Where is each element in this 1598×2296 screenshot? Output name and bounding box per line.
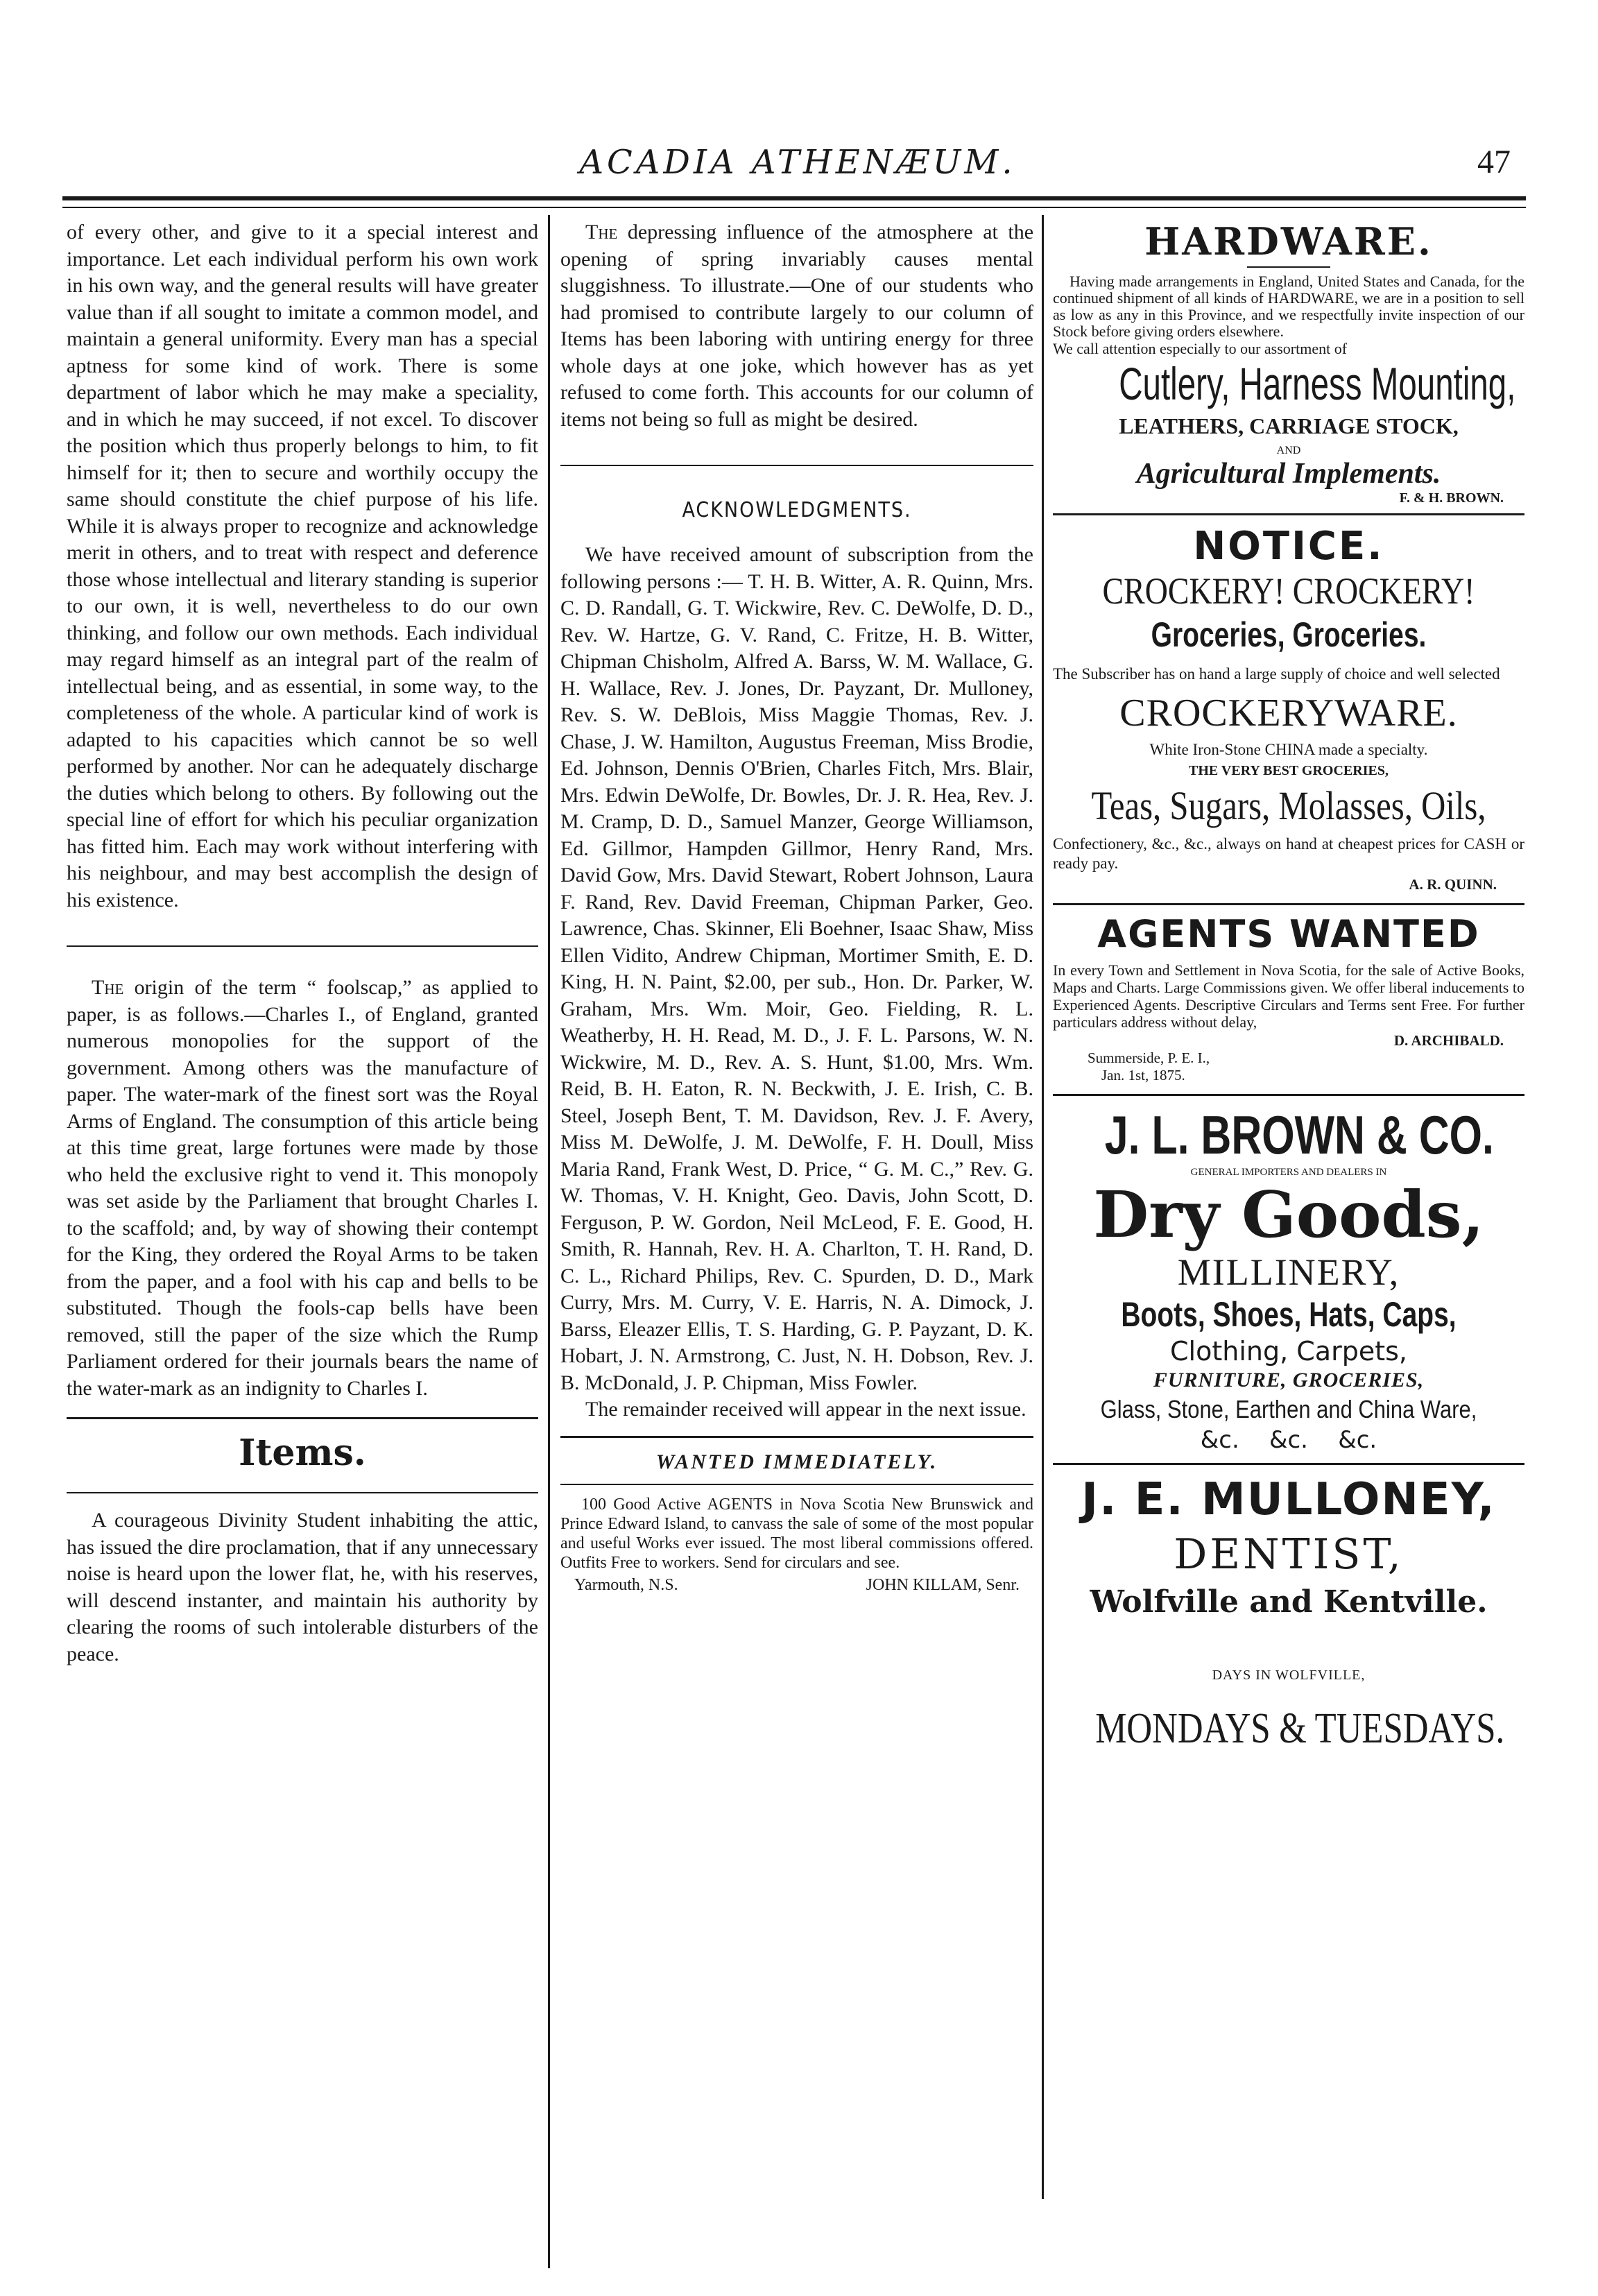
days-line: DAYS IN WOLFVILLE, <box>1212 1668 1366 1683</box>
boots-line: Boots, Shoes, Hats, Caps, <box>1121 1295 1457 1334</box>
items-heading: Items. <box>239 1432 366 1474</box>
leathers-line: LEATHERS, CARRIAGE STOCK, <box>1119 413 1459 438</box>
foolscap-paragraph <box>67 975 538 1402</box>
spring-text: depressing influence of the atmosphere at the opening of spring invariably causes mental sluggishness. To illustrate.—One of our students who had promised to contribute largely to our column of Items has been laboring with untiring energy for three whole days at one joke, which however has as yet refused to come forth. This accounts for our column of items not being so full as might be desired. <box>560 221 1034 431</box>
best-groceries-line: THE VERY BEST GROCERIES, <box>1189 763 1389 778</box>
wanted-rule-top <box>560 1436 1033 1438</box>
wolfville-line: Wolfville and Kentville. <box>1090 1584 1488 1620</box>
notice-divider <box>1053 513 1524 515</box>
acknowledgments-heading: ACKNOWLEDGMENTS. <box>682 498 912 522</box>
teas-line: Teas, Sugars, Molasses, Oils, <box>1091 783 1486 828</box>
wanted-heading: WANTED IMMEDIATELY. <box>655 1450 938 1473</box>
ack-divider <box>560 465 1033 466</box>
wanted-body: 100 Good Active AGENTS in Nova Scotia New Brunswick and Prince Edward Island, to canvass the sale of some of the most popular and useful Works ever issued. The most liberal commissions offered. Outfits Free to workers. Send for circulars and see. <box>560 1495 1033 1572</box>
dentist-line: DENTIST, <box>1174 1530 1404 1579</box>
groceries-line: Groceries, Groceries. <box>1151 615 1427 654</box>
glass-line: Glass, Stone, Earthen and China Ware, <box>1100 1395 1477 1423</box>
mulloney-title: J. E. MULLONEY, <box>1081 1474 1496 1525</box>
wanted-place: Yarmouth, N.S. <box>574 1575 678 1594</box>
agents-signature: D. ARCHIBALD. <box>1393 1032 1504 1049</box>
header-rule-bottom <box>62 207 1526 208</box>
page-header-title: ACADIA ATHENÆUM. <box>579 143 1016 182</box>
spring-lead-word: The <box>585 221 618 243</box>
wanted-signature-line <box>560 1575 1033 1595</box>
acknowledgments-closing: The remainder received will appear in the next issue. <box>585 1398 1026 1421</box>
hardware-signature: F. & H. BROWN. <box>1399 490 1504 506</box>
foolscap-lead-word: The <box>92 976 124 999</box>
china-line: White Iron-Stone CHINA made a specialty. <box>1149 741 1428 758</box>
article-divider <box>67 945 538 947</box>
agents-title: AGENTS WANTED <box>1097 912 1480 956</box>
items-rule-top <box>67 1417 538 1419</box>
crockery-line: CROCKERY! CROCKERY! <box>1102 570 1475 612</box>
wanted-rule-bottom <box>560 1484 1033 1485</box>
confectionery-line: Confectionery, &c., &c., always on hand at cheapest prices for CASH or ready pay. <box>1053 835 1524 872</box>
header-rule-top <box>62 196 1526 200</box>
crockeryware-line: CROCKERYWARE. <box>1119 692 1458 735</box>
items-paragraph: A courageous Divinity Student inhabiting the attic, has issued the dire proclamation, that if any unnecessary noise is heard upon the lower flat, he, with his reserves, will descend instanter, and maintain his authority by clearing the rooms of such intolerable disturbers of the peace. <box>67 1509 538 1665</box>
wanted-signature: JOHN KILLAM, Senr. <box>866 1575 1020 1594</box>
agents-body: In every Town and Settlement in Nova Scotia, for the sale of Active Books, Maps and Charts. Large Commissions given. We offer liberal inducements to Experienced Agents. Descriptive Circulars and Terms sent Free. For further particulars address without delay, <box>1053 961 1524 1031</box>
millinery-line: MILLINERY, <box>1177 1251 1400 1293</box>
furniture-line: FURNITURE, GROCERIES, <box>1153 1369 1425 1391</box>
hardware-title: HARDWARE. <box>1144 219 1433 264</box>
notice-title: NOTICE. <box>1193 524 1384 569</box>
brown-divider <box>1053 1094 1524 1096</box>
hardware-body: Having made arrangements in England, United States and Canada, for the continued shipment of all kinds of HARDWARE, we are in a position to sell as low as any in this Province, and we respectfully invite inspection of our Stock before giving orders elsewhere. <box>1053 273 1524 340</box>
hardware-underline <box>1247 266 1330 268</box>
page-number: 47 <box>1477 144 1511 180</box>
dry-goods-line: Dry Goods, <box>1093 1177 1484 1252</box>
brown-subtitle: GENERAL IMPORTERS AND DEALERS IN <box>1190 1167 1387 1178</box>
foolscap-text: origin of the term “ foolscap,” as applied to paper, is as follows.—Charles I., of England, granted numerous monopolies for the support of the government. Among others was the manufacture of paper. The water-mark of the finest sort was the Royal Arms of England. The consumption of this article being at this time great, large fortunes were made by those who held the exclusive right to vend it. This monopoly was set aside by the Parliament that brought Charles I. to the scaffold; and, by way of showing their contempt for the King, they ordered the Royal Arms to be taken from the paper, and a fool with his cap and bells to be substituted. Though the fools-cap bells have been removed, still the paper of the size which the Rump Parliament ordered for their journals bears the name of the water-mark as an indignity to Charles I. <box>67 976 539 1400</box>
column-divider-1 <box>548 215 550 2268</box>
column-2 <box>560 219 1033 1595</box>
agents-place: Summerside, P. E. I., <box>1088 1050 1210 1066</box>
column-1 <box>67 219 538 1668</box>
spring-paragraph <box>560 219 1033 433</box>
notice-signature: A. R. QUINN. <box>1409 876 1497 893</box>
mondays-line: MONDAYS & TUESDAYS. <box>1095 1705 1505 1752</box>
agents-date: Jan. 1st, 1875. <box>1101 1067 1185 1083</box>
and-word: AND <box>1276 445 1301 456</box>
implements-line: Agricultural Implements. <box>1136 458 1441 490</box>
column-divider-2 <box>1042 215 1044 2199</box>
column-3 <box>1053 219 1524 1753</box>
clothing-line: Clothing, Carpets, <box>1170 1336 1407 1367</box>
acknowledgments-list: We have received amount of subscription from the following persons :— T. H. B. Witter, A. R. Quinn, Mrs. C. D. Randall, G. T. Wickwire, Rev. C. DeWolfe, D. D., Rev. W. Hartze, G. V. Rand, C. Fritze, H. B. Witter, Chipman Chisholm, Alfred A. Barss, W. M. Wallace, G. H. Wallace, Rev. J. Jones, Dr. Payzant, Dr. Mulloney, Rev. S. W. DeBlois, Miss Maggie Thomas, Rev. J. Chase, J. W. Hamilton, Augustus Freeman, Miss Brodie, Ed. Johnson, Dennis O'Brien, Charles Fitch, Mrs. Blair, Mrs. Edwin DeWolfe, Dr. Bowles, Dr. J. R. Hea, Rev. J. M. Cramp, D. D., Samuel Manzer, George Williamson, Ed. Gillmor, Hampden Gillmor, Henry Rand, Mrs. David Gow, Mrs. David Stewart, Robert Johnson, Laura F. Rand, Rev. David Freeman, Chipman Parker, Geo. Lawrence, Chas. Skinner, Eli Boehner, Isaac Shaw, Miss Ellen Vidito, Andrew Chipman, Mortimer Smith, E. D. King, H. N. Paint, $2.00, per sub., Hon. Dr. Parker, W. Graham, Mrs. Wm. Moir, Geo. Fielding, R. L. Weatherby, H. H. Read, M. D., J. F. L. Parsons, W. N. Wickwire, M. D., Rev. A. S. Hunt, $1.00, Mrs. Wm. Reid, B. H. Eaton, R. N. Beckwith, J. E. Irish, C. B. Steel, Joseph Bent, T. M. Davidson, Rev. J. F. Avery, Miss M. DeWolfe, J. M. DeWolfe, F. H. Doull, Miss Maria Rand, Frank West, D. Price, “ G. M. C.,” Rev. G. W. Thomas, V. H. Knight, Geo. Davis, John Scott, D. Ferguson, P. W. Gordon, Neil McLeod, F. E. Good, H. Smith, R. Hannah, Rev. H. A. Charlton, T. H. Rand, D. C. L., Richard Philips, Rev. C. Spurden, D. D., Mark Curry, Mrs. M. Curry, V. E. Harris, N. A. Dimock, J. Barss, Eleazer Ellis, T. S. Harding, G. P. Payzant, D. K. Hobart, J. N. Armstrong, C. Just, N. H. Dobson, Rev. J. B. McDonald, J. P. Chipman, Miss Fowler. <box>560 543 1033 1394</box>
mulloney-divider <box>1053 1463 1524 1465</box>
hardware-note: We call attention especially to our assortment of <box>1053 340 1348 357</box>
notice-body: The Subscriber has on hand a large supply of choice and well selected <box>1053 665 1500 683</box>
etc-line: &c. &c. &c. <box>1200 1426 1377 1454</box>
agents-divider <box>1053 903 1524 905</box>
brown-title: J. L. BROWN & CO. <box>1104 1104 1494 1165</box>
essay-paragraph: of every other, and give to it a special interest and importance. Let each individual perform his own work in his own way, and the general results will have greater value than if all sought to imitate a common model, and maintain a general uniformity. Every man has a special aptness for some kind of work. There is some department of labor which he may make a speciality, and in which he may succeed, if not excel. To discover the position which thus properly belongs to him, to fit himself for it; then to secure and worthily occupy the same should constitute the chief purpose of his life. While it is always proper to recognize and acknowledge merit in others, and to treat with respect and deference those whose intellectual and literary standing is superior to our own, it is well, nevertheless to do our own thinking, and follow our own methods. Each individual may regard himself as an integral part of the realm of intellectual being, and as essential, in some way, to the completeness of the whole. A particular kind of work is adapted to his capacities which cannot be so well performed by another. Nor can he adequately discharge the duties which belong to others. By following out the special line of effort for which his peculiar organization has fitted him. Each may work without interfering with his neighbour, and may best accomplish the design of his existence. <box>67 221 538 911</box>
cutlery-line: Cutlery, Harness Mounting, <box>1119 358 1516 409</box>
items-rule-bottom <box>67 1492 538 1493</box>
